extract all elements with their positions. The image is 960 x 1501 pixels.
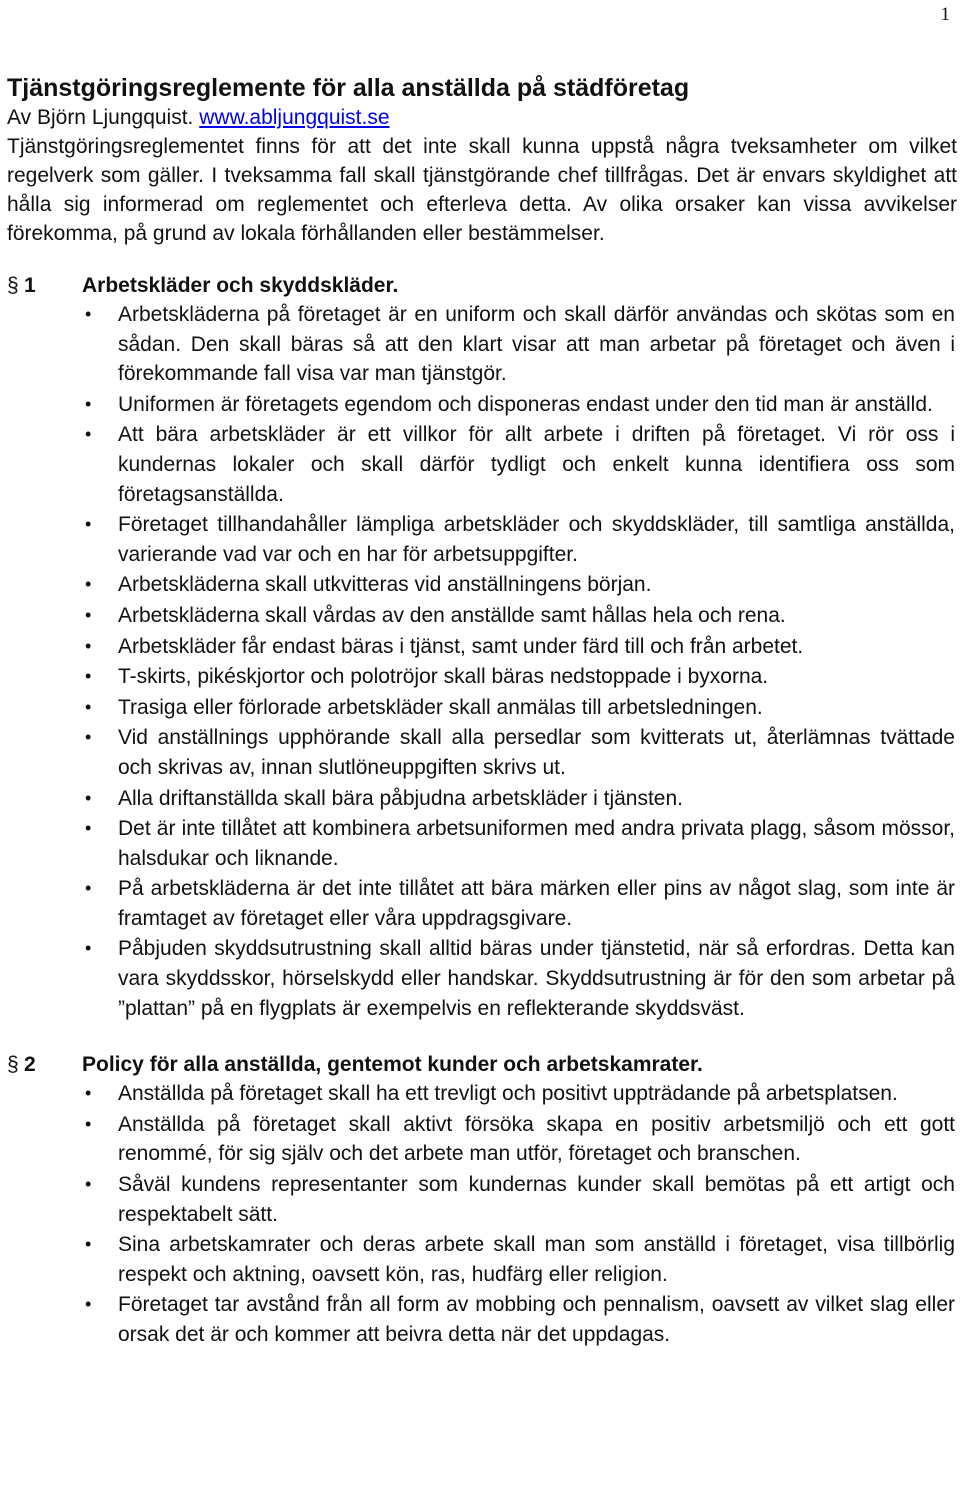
list-item [7,570,957,600]
list-item [7,1079,957,1109]
list-item-text: På arbetskläderna är det inte tillåtet att bära märken eller pins av något slag, som inte är framtaget av företaget eller våra uppdragsgivare. [118,877,955,930]
list-item-text: Arbetskläderna skall utkvitteras vid anställningens början. [118,573,652,597]
section-title: Arbetskläder och skyddskläder. [82,274,399,297]
bullet-icon: • [85,666,92,687]
list-item [7,814,957,873]
byline-author: Av Björn Ljungquist. [7,106,200,129]
list-item-text: Anställda på företaget skall ha ett trevligt och positivt uppträdande på arbetsplatsen. [118,1082,898,1106]
section-title: Policy för alla anställda, gentemot kunder och arbetskamrater. [82,1053,703,1077]
section-heading [7,271,957,300]
bullet-icon: • [85,727,92,748]
intro-paragraph: Tjänstgöringsreglementet finns för att det inte skall kunna uppstå några tveksamheter om vilket regelverk som gäller. I tveksamma fall skall tjänstgörande chef tillfrågas. Det är envars skyldighet att hålla sig informerad om reglementet och efterleva detta. Av olika orsaker kan vissa avvikelser förekomma, på grund av lokala förhållanden eller bestämmelser. [7,135,957,245]
byline [7,103,957,132]
list-item [7,390,957,420]
list-item-text: Såväl kundens representanter som kundernas kunder skall bemötas på ett artigt och respektabelt sätt. [118,1173,955,1226]
list-item-text: Påbjuden skyddsutrustning skall alltid bäras under tjänstetid, när så erfordras. Detta kan vara skyddsskor, hörselskydd eller handskar. Skyddsutrustning är för den som arbetar på ”plattan” på en flygplats är exempelvis en reflekterande skyddsväst. [118,937,955,1020]
bullet-icon: • [85,635,92,656]
list-item-text: Företaget tillhandahåller lämpliga arbetskläder och skyddskläder, till samtliga anställda, varierande vad var och en har för arbetsuppgifter. [118,513,955,566]
list-item-text: Att bära arbetskläder är ett villkor för allt arbete i driften på företaget. Vi rör oss i kundernas lokaler och skall därför tydligt och enkelt kunna identifiera oss som företagsanställda. [118,423,955,506]
bullet-icon: • [85,938,92,959]
bullet-icon: • [85,1234,92,1255]
list-item-text: Arbetskläderna skall vårdas av den anställde samt hållas hela och rena. [118,603,786,627]
list-item-text: Anställda på företaget skall aktivt försöka skapa en positiv arbetsmiljö och ett gott renommé, för sig själv och det arbete man utför, företaget och branschen. [118,1112,955,1166]
list-item-text: Trasiga eller förlorade arbetskläder skall anmälas till arbetsledningen. [118,695,763,719]
list-item [7,510,957,569]
list-item [7,693,957,723]
list-item [7,662,957,692]
list-item [7,1110,957,1169]
section-number: 2 [24,1053,36,1077]
list-item [7,874,957,933]
section-heading [7,1050,957,1079]
bullet-list [7,1079,957,1349]
bullet-icon: • [85,818,92,839]
list-item-text: Arbetskläder får endast bäras i tjänst, samt under färd till och från arbetet. [118,634,804,658]
page-number: 1 [940,4,950,25]
document-body [7,73,957,1351]
bullet-icon: • [85,304,92,324]
list-item-text: Sina arbetskamrater och deras arbete skall man som anställd i företaget, visa tillbörlig respekt och aktning, oavsett kön, ras, hudfärg eller religion. [118,1233,955,1286]
bullet-icon: • [85,1083,92,1104]
bullet-icon: • [85,393,92,414]
list-item-text: Företaget tar avstånd från all form av mobbing och pennalism, oavsett av vilket slag eller orsak det är och kommer att beivra detta när det uppdagas. [118,1293,955,1346]
list-item [7,1230,957,1289]
document-title: Tjänstgöringsreglemente för alla anställda på städföretag [7,74,690,102]
website-link[interactable]: www.abljungquist.se [199,106,390,129]
list-item [7,934,957,1023]
list-item [7,601,957,631]
bullet-icon: • [85,1294,92,1315]
bullet-list [7,300,957,1023]
bullet-icon: • [85,878,92,899]
list-item [7,300,957,389]
list-item [7,1170,957,1229]
bullet-icon: • [85,787,92,808]
bullet-icon: • [85,574,92,595]
bullet-icon: • [85,424,92,445]
list-item [7,632,957,662]
bullet-icon: • [85,604,92,625]
bullet-icon: • [85,514,92,535]
section-1 [7,271,957,1023]
section-number: 1 [24,274,36,297]
bullet-icon: • [85,1113,92,1134]
list-item [7,723,957,782]
paragraph-sign: § [7,274,19,297]
bullet-icon: • [85,696,92,717]
list-item [7,784,957,814]
paragraph-sign: § [7,1053,19,1077]
list-item-text: Uniformen är företagets egendom och disponeras endast under den tid man är anställd. [118,392,933,416]
list-item [7,420,957,509]
list-item [7,1290,957,1349]
list-item-text: Arbetskläderna på företaget är en uniform och skall därför användas och skötas som en sådan. Den skall bäras så att den klart visar att man arbetar på företaget och även i förekommande fall visa var man tjänstgör. [118,303,955,386]
list-item-text: T-skirts, pikéskjortor och polotröjor skall bäras nedstoppade i byxorna. [118,665,769,689]
section-2 [7,1050,957,1349]
bullet-icon: • [85,1174,92,1195]
list-item-text: Vid anställnings upphörande skall alla persedlar som kvitterats ut, återlämnas tvättade och skrivas av, innan slutlöneuppgiften skrivs ut. [118,726,955,779]
list-item-text: Det är inte tillåtet att kombinera arbetsuniformen med andra privata plagg, såsom mössor, halsdukar och liknande. [118,817,955,870]
list-item-text: Alla driftanställda skall bära påbjudna arbetskläder i tjänsten. [118,786,684,810]
